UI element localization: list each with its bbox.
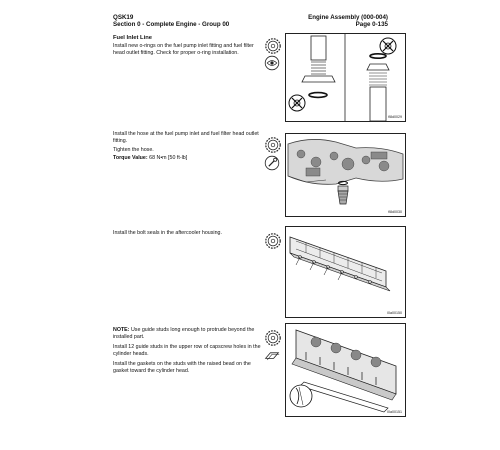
step1-heading: Fuel Inlet Line <box>113 35 152 41</box>
gasket-icon <box>264 350 280 362</box>
header-title: Engine Assembly (000-004) <box>308 14 388 21</box>
no-reuse-icon <box>380 38 396 54</box>
step2-text: Install the hose at the fuel pump inlet and fuel filter head outlet fitting. <box>113 131 259 144</box>
no-reuse-icon <box>289 95 305 111</box>
step3-text: Install the bolt seals in the aftercooler housing. <box>113 230 222 236</box>
step1-text: Install new o-rings on the fuel pump inlet fitting and fuel filter head outlet fitting. Check for proper o-ring installation. <box>113 43 254 56</box>
gear-icon <box>264 136 282 154</box>
figure-code: fl8d0030 <box>388 210 402 214</box>
step4-text2: Install the gaskets on the studs with the raised bead on the gasket toward the cylinder head. <box>113 361 251 374</box>
figure-fuel-inlet-fittings <box>285 33 406 122</box>
gear-icon <box>264 329 282 347</box>
figure-code: fl8d0029 <box>388 115 402 119</box>
torque-label: Torque Value: <box>113 155 148 161</box>
figure-code: l0a00151 <box>387 410 402 414</box>
torque-wrench-icon <box>264 155 280 171</box>
step2-tighten: Tighten the hose. <box>113 147 154 153</box>
header-section: Section 0 - Complete Engine - Group 00 <box>113 21 230 28</box>
figure-code: l0a00150 <box>387 311 402 315</box>
note-label: NOTE: <box>113 327 130 333</box>
figure-aftercooler-housing <box>285 226 406 318</box>
step4-note <box>113 327 261 340</box>
header-model: QSK19 <box>113 14 134 21</box>
figure-fuel-hose <box>285 133 406 217</box>
step4-text: Install 12 guide studs in the upper row of capscrew holes in the cylinder heads. <box>113 344 261 357</box>
gear-icon <box>264 37 282 55</box>
header-page: Page 0-135 <box>355 21 388 28</box>
figure-guide-studs-gaskets <box>285 323 406 417</box>
torque-value: 68 N•m [50 ft-lb] <box>149 155 188 161</box>
inspect-eye-icon <box>264 55 280 71</box>
note-text: Use guide studs long enough to protrude beyond the installed part. <box>113 327 255 340</box>
torque-line <box>113 155 187 162</box>
gear-icon <box>264 232 282 250</box>
